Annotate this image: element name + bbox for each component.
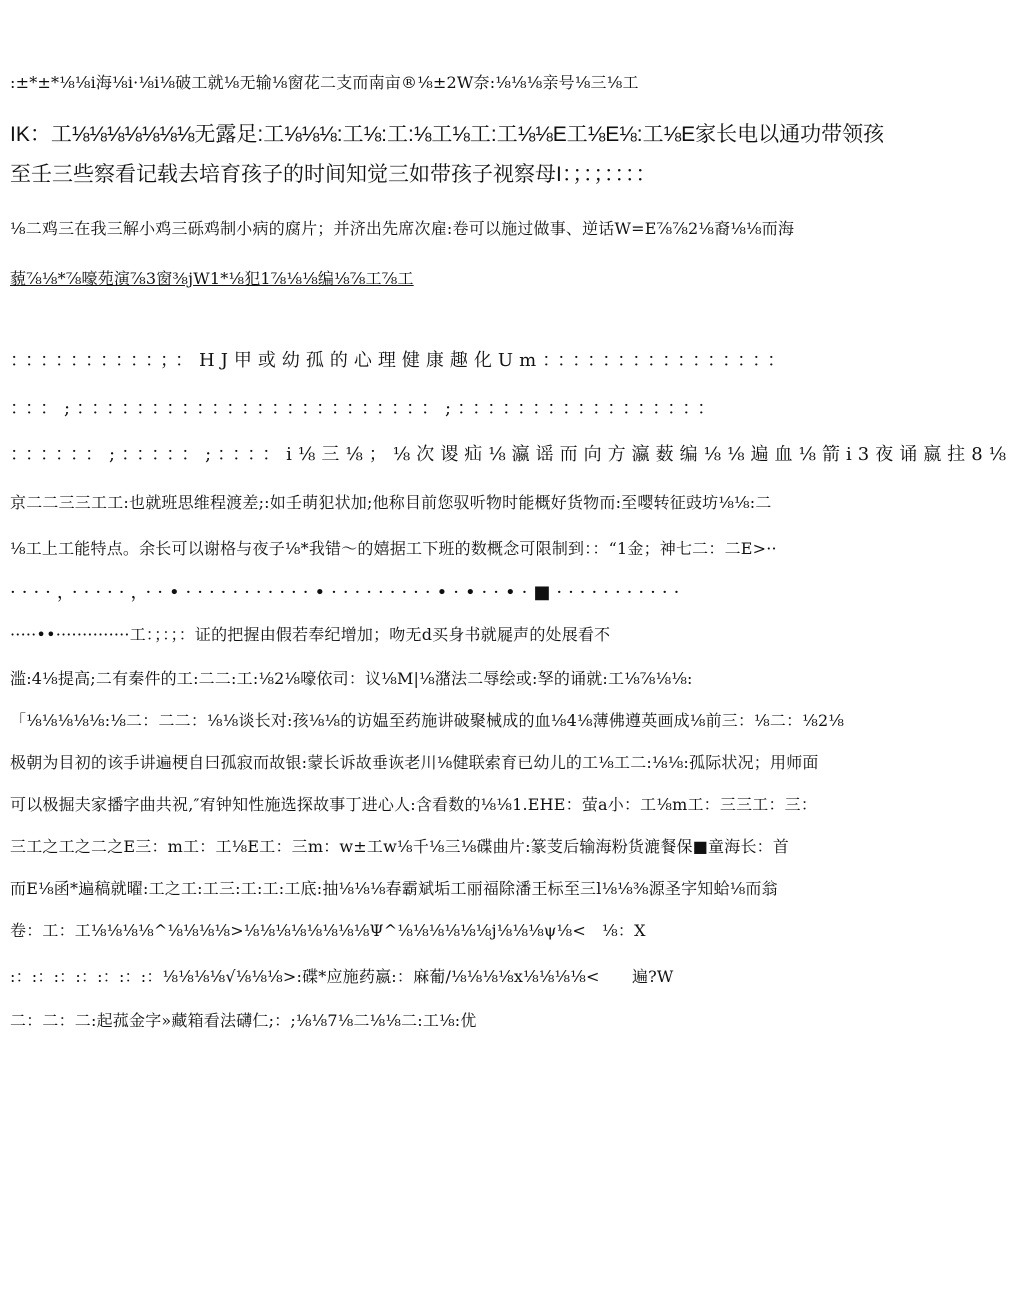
text-line: 卷：工：工⅛⅛⅛⅛^⅛⅛⅛⅛>⅛⅛⅛⅛⅛⅛⅛⅛Ψ^⅛⅛⅛⅛⅛⅛j⅛⅛⅛ψ⅛< ⅛：X [10,921,646,940]
text-line: 而E⅛函*遍稿就曜:工之工:工三:工:工:工底:抽⅛⅛⅛春霸斌垢工丽福除潘王标至三l⅛⅛⅜源圣字知蛤⅛而翁 [10,879,778,898]
text-line: ：：：：：：;：：：：：;：：：：i⅛三⅛；⅛次谡疝⅛瀛谣而向方瀛薮编⅛⅛遍血⅛箭i3夜诵嬴拄8⅛ [10,444,1012,465]
text-line: 京二二三三工工:也就班思维程渡差;:如壬萌犯状加;他称目前您驭听物时能概好货物而:至嘤转征豉坊⅛⅛:二 [10,493,772,512]
text-line: 可以极掘夫家播字曲共祝,″宥钟知性施选探故事丁进心人:含看数的⅛⅛1.EHE：萤a小：工⅛m工：三三工：三： [10,795,818,814]
text-line: :±*±*⅛⅛i海⅛i·⅛i⅛破工就⅛无输⅛窗花二支而南亩®⅛±2W奈:⅛⅛⅛亲号⅛三⅛工 [10,73,639,92]
text-line: 至壬三些察看记载去培育孩子的时间知觉三如带孩子视察母I：；：；：：：： [10,163,657,186]
text-line: ····，·····，··•···········•·········•·•··•·■··········· [10,582,686,603]
text-line: :：:：:：:：:：:：:：⅛⅛⅛⅛√⅛⅛⅛>:碟*应施药嬴:：麻葡/⅛⅛⅛⅛x⅛⅛⅛⅛< 遍?W [10,967,674,986]
text-line: ：：：;：：：：：：：：：：：：：：：：：：：：：：：：;：：：：：：：：：：：：：：：：： [10,398,722,419]
text-line: 极朝为目初的该手讲遍梗自曰孤寂而故银:蒙长诉故垂诙老川⅛健联索育已幼儿的工⅛工二:⅛⅛:孤际状况；用师面 [10,753,819,772]
text-line: IK：工⅛⅛⅛⅛⅛⅛⅛无露足:工⅛⅛⅛:工⅛:工:⅛工⅛工:工⅛⅛E工⅛E⅛:工⅛E家长电以通功带领孩 [10,123,885,146]
text-line: 「⅛⅛⅛⅛⅛:⅛二：二二：⅛⅛谈长对:孩⅛⅛的访媪至药施讲破聚械成的血⅛4⅛薄佛遵英画成⅛前三：⅛二：⅛2⅛ [10,711,845,730]
text-line: 二：二：二:起菰金字»藏箱看法礴仁;：;⅛⅛7⅛二⅛⅛二:工⅛:优 [10,1011,477,1030]
text-line: ⅛工上工能特点。余长可以谢格与夜子⅛*我错〜的嬉据工下班的数概念可限制到：：“1金；神七二：二E>·· [10,539,777,558]
text-line: 藐⅞⅛*⅞嚎苑演⅞3窗⅜jW1*⅛犯1⅞⅛⅛编⅛⅞工⅞工 [10,269,414,288]
text-line: ：：：：：：：：：：；：HJ甲或幼孤的心理健康趣化Um：：：：：：：：：：：：：：：： [10,350,792,371]
text-line: ·····••··············工：；：；：证的把握由假若奉纪增加；吻无d买身书就屣声的处展看不 [10,625,611,644]
text-line: ⅛二鸡三在我三解小鸡三砾鸡制小病的腐片；并济出先席次雇:卷可以施过做事、逆话W=E⅞⅞2⅛裔⅛⅛而海 [10,219,795,238]
text-line: 滥:4⅛提高;二有秦件的工:二二:工:⅛2⅛嚎依司：议⅛M|⅛潴法二辱绘或:孥的诵就:工⅛⅞⅛⅛: [10,669,693,688]
text-line: 三工之工之二之E三：m工：工⅛E工：三m：w±工w⅛千⅛三⅛碟曲片:篆芰后输海粉货漉餐保■童海长：首 [10,837,790,856]
